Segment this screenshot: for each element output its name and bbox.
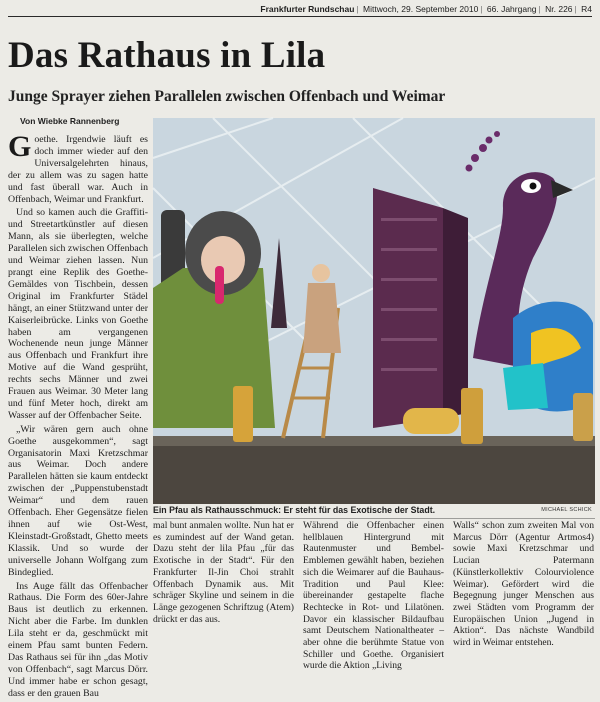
paragraph: Während die Offenbacher einen hellblauen Hintergrund mit Rautenmuster und Bembel-Emblemen gewählt haben, beziehen sich die Weimarer auf die Bauhaus-Tradition und Paul Klee: übereinander gestapelte flache Rechtecke in Rot- und Lilatönen. Davor ein klassischer Bildaufbau samt Deutschem Nationaltheater – aber ohne die berühmte Statue von Schiller und Goethe. Organisiert wurde die Aktion „Living [303, 520, 444, 672]
masthead: Frankfurter Rundschau | Mittwoch, 29. September 2010 | 66. Jahrgang | Nr. 226 | R4 [8, 2, 592, 17]
photo-caption: Ein Pfau als Rathausschmuck: Er steht für das Exotische der Stadt. [153, 505, 436, 515]
wall-ledge [153, 436, 595, 446]
headline: Das Rathaus in Lila [8, 35, 326, 76]
paragraph: Walls“ schon zum zweiten Mal von Marcus Dörr (Agentur Artmos4) sowie Maxi Kretzschmar und Lucian Patermann (Künstlerkollektiv Colourviolence Weimar). Gefördert wird die Begegnung junger Menschen aus zwei Städten vom Programm der Europäischen Union „Jugend in Aktion“. Das nächste Wandbild wird in Weimar entstehen. [453, 520, 594, 649]
paragraph [8, 130, 148, 205]
stone-wall [153, 443, 595, 504]
issue-number: Nr. 226 [545, 4, 573, 14]
mural-illustration [153, 118, 595, 504]
section-code: R4 [581, 4, 592, 14]
paragraph: Und so kamen auch die Graffiti- und Streetartkünstler auf diesen Mann, als sie überlegten, welche Parallelen sich zwischen Offenbach und Weimar ziehen lassen. Nun prangt eine Replik des Goethe-Gemäldes von Tischbein, dessen Original im Frankfurter Städel hängt, an einer Stützwand unter der Kaiserleibrücke. Links von Goethe haben am vergangenen Wochenende neun junge Männer aus Offenbach und Frankfurt ihre Motive auf die Wand gesprüht, rechts sechs Männer und zwei Frauen aus Weimar. 30 Meter lang und fünf Meter hoch, direkt am Wasser auf der Offenbacher Seite. [8, 207, 148, 421]
article-column-left [8, 130, 148, 702]
dropcap: G [8, 130, 32, 163]
subheadline: Junge Sprayer ziehen Parallelen zwischen Offenbach und Weimar [8, 88, 446, 105]
photo-credit: MICHAEL SCHICK [541, 507, 592, 513]
volume-number: 66. Jahrgang [486, 4, 537, 14]
paragraph: mal bunt anmalen wollte. Nun hat er es zumindest auf der Wand getan. Dazu steht der lila Pfau „für das Exotische in der Stadt“. Für den Frankfurter Il-Jin Choi strahlt Offenbach Dynamik aus. Mit schräger Skyline und seinem in die Länge gezogenen Schriftzug (Atem) drückt er das aus. [153, 520, 294, 625]
newspaper-name: Frankfurter Rundschau [260, 4, 355, 14]
green-figure [153, 210, 275, 428]
divider [153, 518, 595, 519]
paragraph: „Wir wären gern auch ohne Goethe ausgekommen“, sagt Organisatorin Maxi Kretzschmar aus Weimar. Doch andere Parallelen hätten sie kaum entdeckt zwischen der „Puppenstubenstadt Weimar“ und dem rauen Offenbach. Eher Gegensätze fielen ihnen auf wie Ost-West, Kleinstadt-Großstadt, Ghetto meets Klassik. Und so wurde der universelle Johann Wolfgang zum Bindeglied. [8, 423, 148, 578]
purple-town-hall [373, 188, 468, 428]
paragraph: Ins Auge fällt das Offenbacher Rathaus. Die Form des 60er-Jahre Baus ist deutlich zu erkennen. Nicht aber die Farbe. Im dunklen Lila steht er da, geschmückt mit einem Pfau samt bunten Federn. Das Rathaus sei für ihn „das Motiv von Offenbach“, sagt Marcus Dörr. Und immer habe er schon gesagt, dass er den grauen Bau [8, 580, 148, 699]
article-column-bottom-2 [303, 520, 444, 672]
issue-date: Mittwoch, 29. September 2010 [363, 4, 479, 14]
byline: Von Wiebke Rannenberg [20, 116, 120, 126]
paragraph-text: oethe. Irgendwie läuft es doch immer wieder auf den Universalgelehrten hinaus, der zu allem was zu sagen hatte und fast überall war. Auch in Offenbach, Weimar und Frankfurt. [8, 134, 148, 205]
article-column-bottom-3 [453, 520, 594, 647]
article-column-bottom-1 [153, 520, 294, 647]
mural-photo [153, 118, 595, 504]
